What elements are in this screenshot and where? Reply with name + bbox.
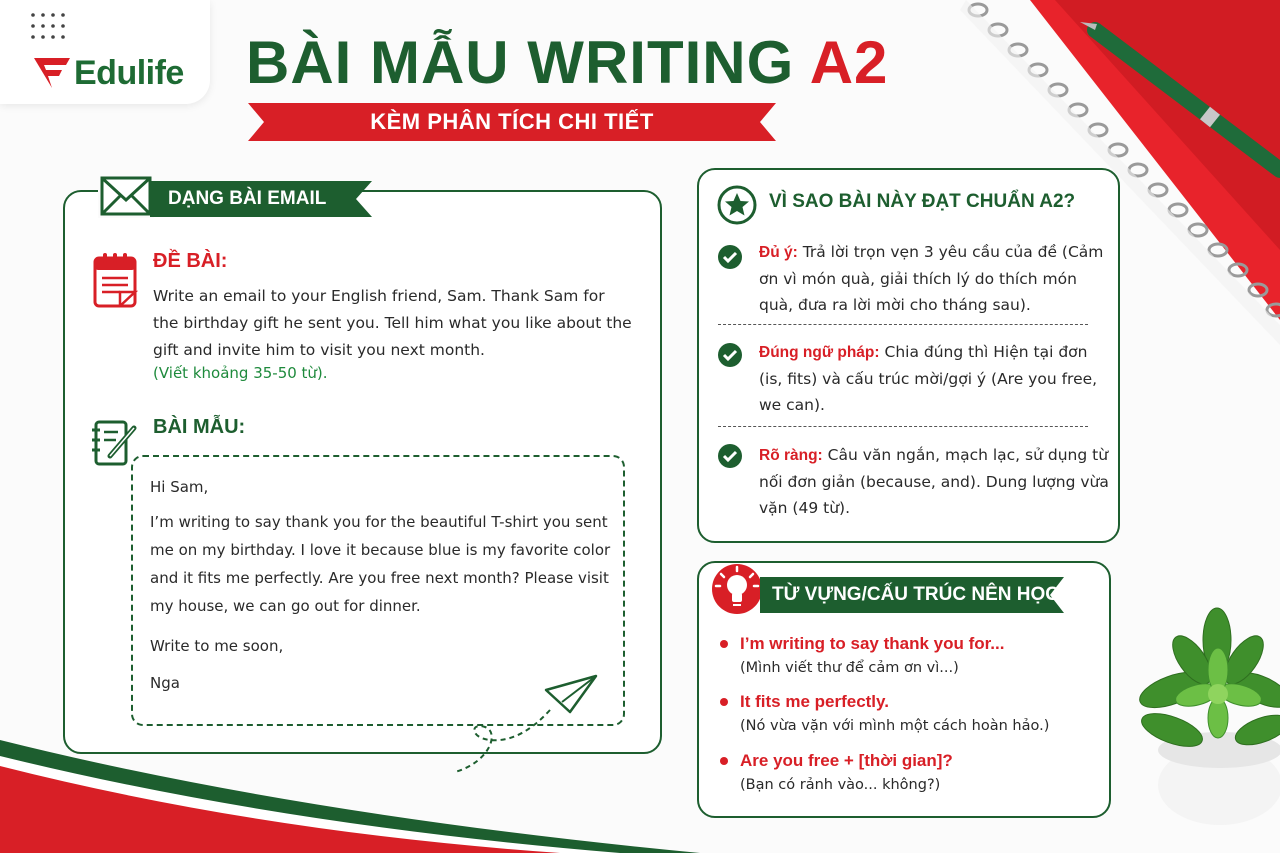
clipboard-icon [92, 252, 138, 308]
vocab-meaning: (Mình viết thư để cảm ơn vì...) [740, 660, 959, 676]
letter-closing: Write to me soon, [150, 637, 284, 655]
lightbulb-icon [710, 562, 764, 616]
prompt-heading: ĐỀ BÀI: [153, 250, 228, 272]
star-badge-icon [716, 184, 758, 226]
edulife-logo-icon [32, 56, 72, 90]
envelope-icon-container [98, 174, 154, 218]
prompt-text: Write an email to your English friend, Sam. Thank Sam for the birthday gift he sent you. Tell him what you like about the gift and invite him to visit you next month. [153, 287, 632, 359]
dots-decoration [30, 12, 70, 42]
corner-stripes-decoration [0, 720, 700, 853]
criteria-item [759, 239, 1109, 318]
envelope-icon [98, 174, 154, 218]
divider [718, 324, 1088, 325]
title-level: A2 [809, 29, 889, 96]
criteria-text: Trả lời trọn vẹn 3 yêu cầu của đề (Cảm ơn vì món quà, giải thích lý do thích món quà, đưa ra lời mời cho tháng sau). [759, 243, 1104, 314]
check-icon [717, 244, 743, 270]
page-title [246, 28, 888, 97]
brand-name[interactable]: Edulife [74, 54, 184, 92]
letter-signature: Nga [150, 674, 180, 692]
email-tag-label: DẠNG BÀI EMAIL [168, 188, 327, 209]
prompt-note: (Viết khoảng 35-50 từ). [153, 364, 328, 382]
sample-heading: BÀI MẪU: [153, 416, 246, 438]
criteria-label: Đúng ngữ pháp: [759, 344, 880, 361]
check-icon [717, 342, 743, 368]
criteria-label: Rõ ràng: [759, 447, 823, 464]
vocab-meaning: (Bạn có rảnh vào... không?) [740, 777, 941, 793]
criteria-text: Chia đúng thì Hiện tại đơn (is, fits) và cấu trúc mời/gợi ý (Are you free, we can). [759, 343, 1098, 414]
title-main: BÀI MẪU WRITING [246, 29, 795, 96]
subtitle: KÈM PHÂN TÍCH CHI TIẾT [370, 109, 654, 134]
succulent-plant-decoration [1112, 600, 1280, 825]
divider [718, 426, 1088, 427]
vocab-phrase: Are you free + [thời gian]? [740, 751, 953, 770]
bullet-dot [720, 757, 728, 765]
criteria-item [759, 442, 1109, 521]
criteria-text: Câu văn ngắn, mạch lạc, sử dụng từ nối đơn giản (because, and). Dung lượng vừa vặn (49 từ). [759, 446, 1109, 517]
criteria-title: VÌ SAO BÀI NÀY ĐẠT CHUẨN A2? [769, 191, 1076, 212]
vocab-phrase: I’m writing to say thank you for... [740, 634, 1005, 653]
vocab-phrase: It fits me perfectly. [740, 692, 889, 711]
bullet-dot [720, 698, 728, 706]
letter-greeting: Hi Sam, [150, 478, 209, 496]
criteria-label: Đủ ý: [759, 244, 798, 261]
bullet-dot [720, 640, 728, 648]
letter-body: I’m writing to say thank you for the beautiful T-shirt you sent me on my birthday. I love it because blue is my favorite color and it fits me perfectly. Are you free next month? Please visit my house, we can go out for dinner. [150, 513, 611, 615]
vocab-meaning: (Nó vừa vặn với mình một cách hoàn hảo.) [740, 718, 1050, 734]
criteria-item [759, 339, 1109, 418]
check-icon [717, 443, 743, 469]
vocab-title: TỪ VỰNG/CẤU TRÚC NÊN HỌC: [772, 584, 1066, 605]
